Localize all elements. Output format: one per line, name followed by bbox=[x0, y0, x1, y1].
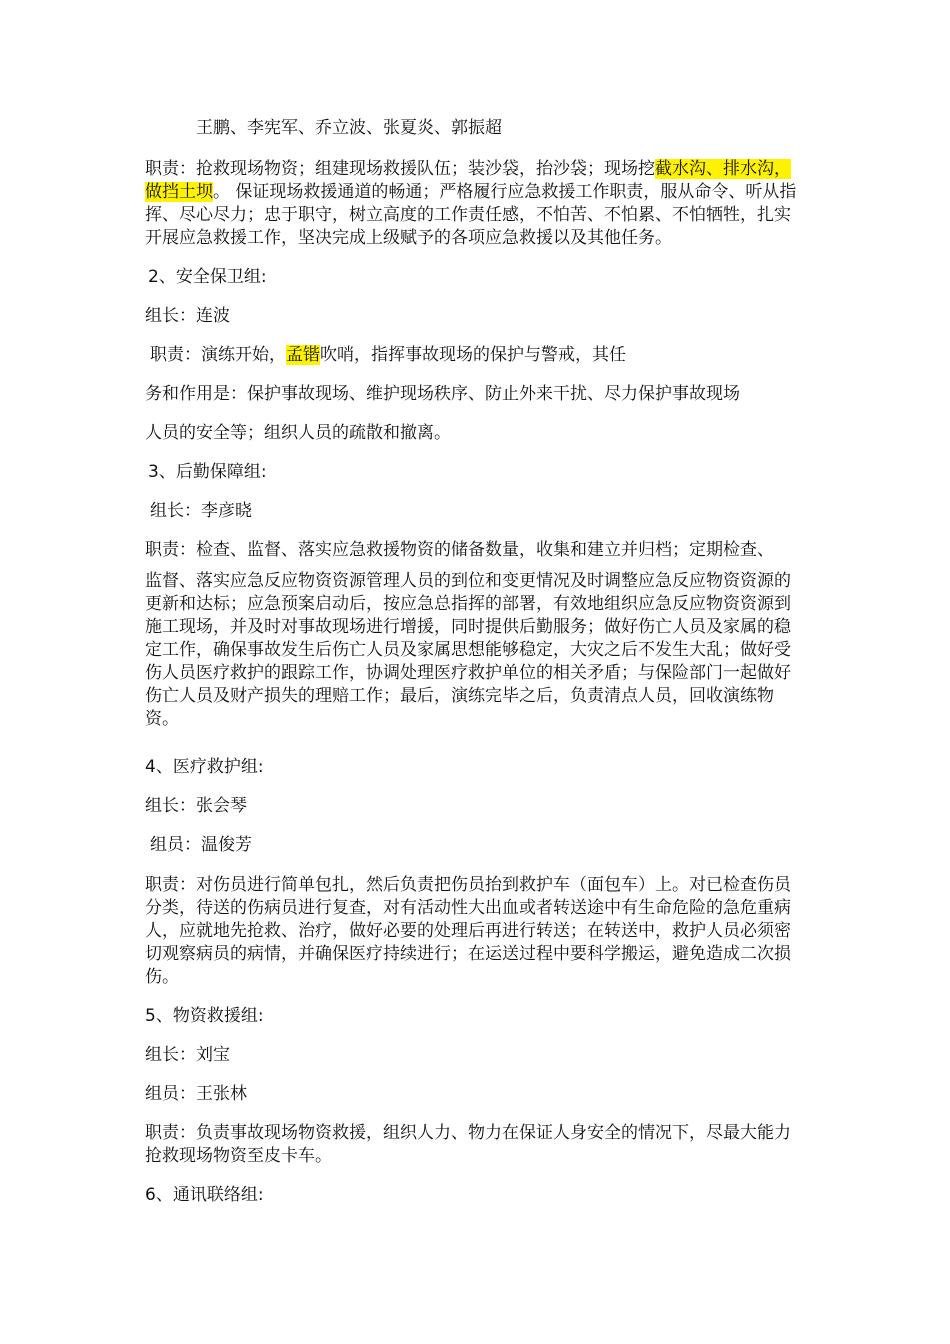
rescue-duty-text-1: 职责：抢救现场物资；组建现场救援队伍；装沙袋，抬沙袋；现场挖 bbox=[145, 159, 655, 179]
rescue-duty-highlight: 截水沟、排水沟，做挡土坝 bbox=[145, 159, 791, 202]
security-leader: 组长：连波 bbox=[145, 306, 230, 326]
logistics-heading: 3、后勤保障组: bbox=[148, 462, 267, 482]
logistics-duty-line-1: 职责：检查、监督、落实应急救援物资的储备数量，收集和建立并归档；定期检查、 bbox=[145, 540, 774, 560]
logistics-duty-rest: 监督、落实应急反应物资资源管理人员的到位和变更情况及时调整应急反应物资资源的更新和达标；应急预案启动后，按应急总指挥的部署，有效地组织应急反应物资资源到施工现场，并及时对事故现场进行增援，同时提供后勤服务；做好伤亡人员及家属的稳定工作，确保事故发生后伤亡人员及家属思想能够稳定，大灾之后不发生大乱；做好受伤人员医疗救护的跟踪工作，协调处理医疗救护单位的相关矛盾；与保险部门一起做好伤亡人员及财产损失的理赔工作；最后，演练完毕之后，负责清点人员，回收演练物资。 bbox=[145, 571, 791, 729]
medical-heading: 4、医疗救护组: bbox=[145, 757, 264, 777]
security-duty-text-1: 职责：演练开始， bbox=[150, 345, 286, 365]
rescue-duty-paragraph bbox=[145, 158, 805, 250]
supplies-heading: 5、物资救援组: bbox=[145, 1006, 264, 1026]
medical-leader: 组长：张会琴 bbox=[145, 796, 247, 816]
comms-heading: 6、通讯联络组: bbox=[145, 1185, 264, 1205]
rescue-duty-text-2: 。 保证现场救援通道的畅通；严格履行应急救援工作职责，服从命令、听从指挥、尽心尽力；忠于职守，树立高度的工作责任感，不怕苦、不怕累、不怕牺牲，扎实开展应急救援工作，坚决完成上级赋予的各项应急救援以及其他任务。 bbox=[145, 182, 797, 248]
supplies-leader: 组长：刘宝 bbox=[145, 1045, 230, 1065]
security-duty-line-2: 务和作用是：保护事故现场、维护现场秩序、防止外来干扰、尽力保护事故现场 bbox=[145, 384, 740, 404]
security-duty-highlight: 孟锴 bbox=[286, 345, 320, 365]
medical-member: 组员：温俊芳 bbox=[150, 835, 252, 855]
supplies-member: 组员：王张林 bbox=[145, 1084, 247, 1104]
security-duty-line-3: 人员的安全等；组织人员的疏散和撤离。 bbox=[145, 423, 451, 443]
security-heading: 2、安全保卫组: bbox=[148, 267, 267, 287]
security-duty-line-1 bbox=[150, 344, 810, 367]
supplies-duty: 职责：负责事故现场物资救援，组织人力、物力在保证人身安全的情况下，尽最大能力抢救现场物资至皮卡车。 bbox=[145, 1123, 791, 1166]
medical-duty: 职责：对伤员进行简单包扎，然后负责把伤员抬到救护车（面包车）上。对已检查伤员分类，待送的伤病员进行复查，对有活动性大出血或者转送途中有生命危险的急危重病人，应就地先抢救、治疗，做好必要的处理后再进行转送；在转送中，救护人员必须密切观察病员的病情，并确保医疗持续进行；在运送过程中要科学搬运，避免造成二次损伤。 bbox=[145, 875, 791, 987]
members-line: 王鹏、李宪军、乔立波、张夏炎、郭振超 bbox=[196, 118, 502, 138]
logistics-leader: 组长：李彦晓 bbox=[150, 501, 252, 521]
security-duty-text-2: 吹哨，指挥事故现场的保护与警戒，其任 bbox=[320, 345, 626, 365]
